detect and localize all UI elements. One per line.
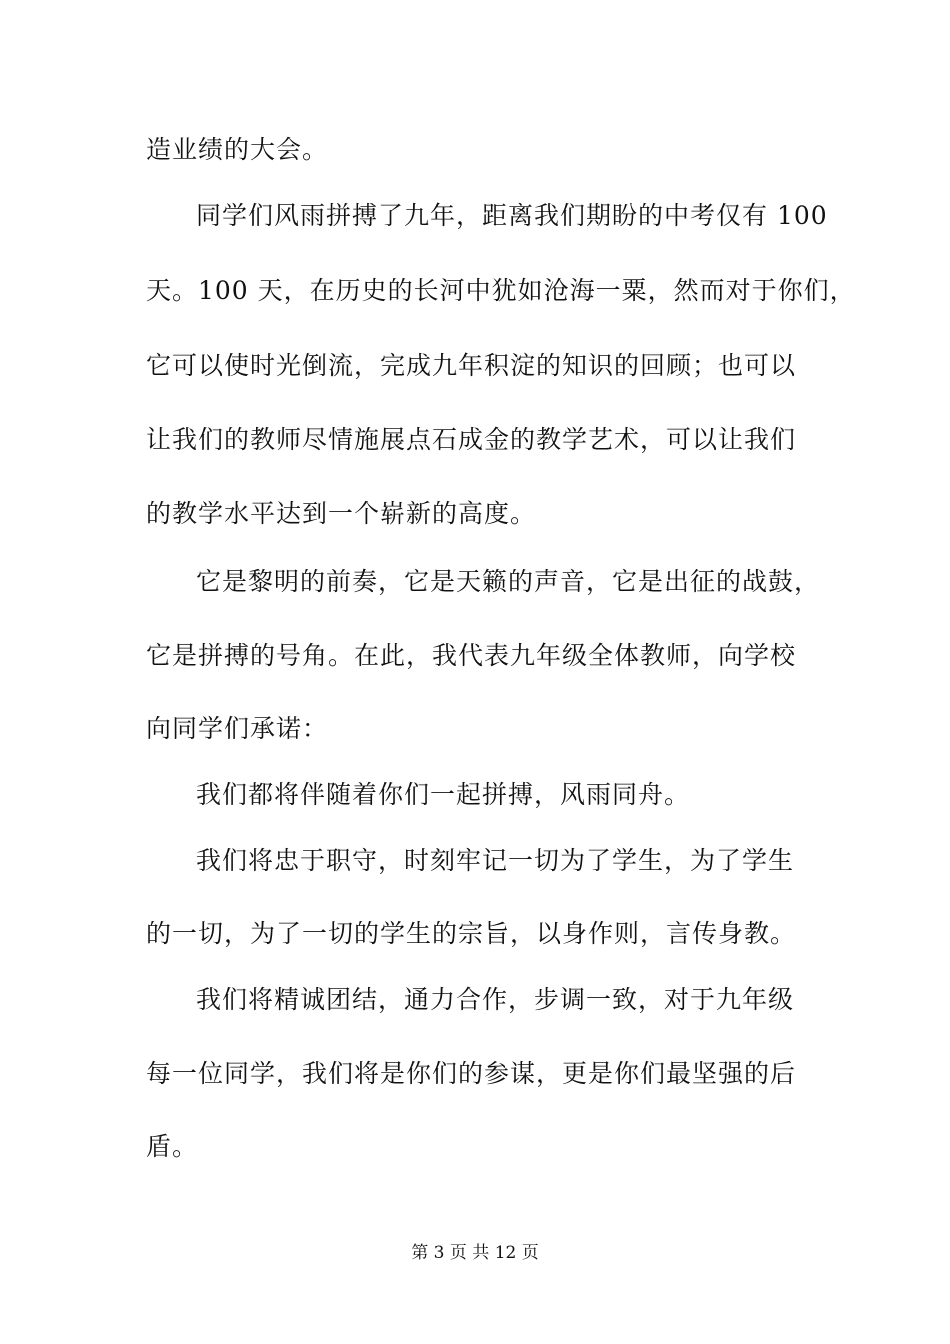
- paragraph-line: 让我们的教师尽情施展点石成金的教学艺术，可以让我们: [146, 425, 797, 454]
- paragraph-line: 天。100 天，在历史的长河中犹如沧海一粟，然而对于你们，: [146, 276, 856, 305]
- paragraph-line: 我们都将伴随着你们一起拼搏，风雨同舟。: [196, 780, 691, 809]
- paragraph-line: 它是黎明的前奏，它是天籁的声音，它是出征的战鼓，: [196, 567, 821, 596]
- paragraph-line: 每一位同学，我们将是你们的参谋，更是你们最坚强的后: [146, 1059, 797, 1088]
- paragraph-line: 造业绩的大会。: [146, 135, 329, 164]
- paragraph-line: 的教学水平达到一个崭新的高度。: [146, 499, 537, 528]
- paragraph-line: 盾。: [146, 1132, 199, 1161]
- paragraph-line: 它可以使时光倒流，完成九年积淀的知识的回顾；也可以: [146, 351, 797, 380]
- paragraph-line: 我们将精诚团结，通力合作，步调一致，对于九年级: [196, 985, 795, 1014]
- paragraph-line: 的一切，为了一切的学生的宗旨，以身作则，言传身教。: [146, 919, 797, 948]
- paragraph-line: 它是拼搏的号角。在此，我代表九年级全体教师，向学校: [146, 641, 797, 670]
- page-number-footer: 第 3 页 共 12 页: [411, 1243, 539, 1263]
- paragraph-line: 向同学们承诺：: [146, 714, 329, 743]
- paragraph-line: 同学们风雨拼搏了九年，距离我们期盼的中考仅有 100: [196, 201, 828, 230]
- paragraph-line: 我们将忠于职守，时刻牢记一切为了学生，为了学生: [196, 846, 795, 875]
